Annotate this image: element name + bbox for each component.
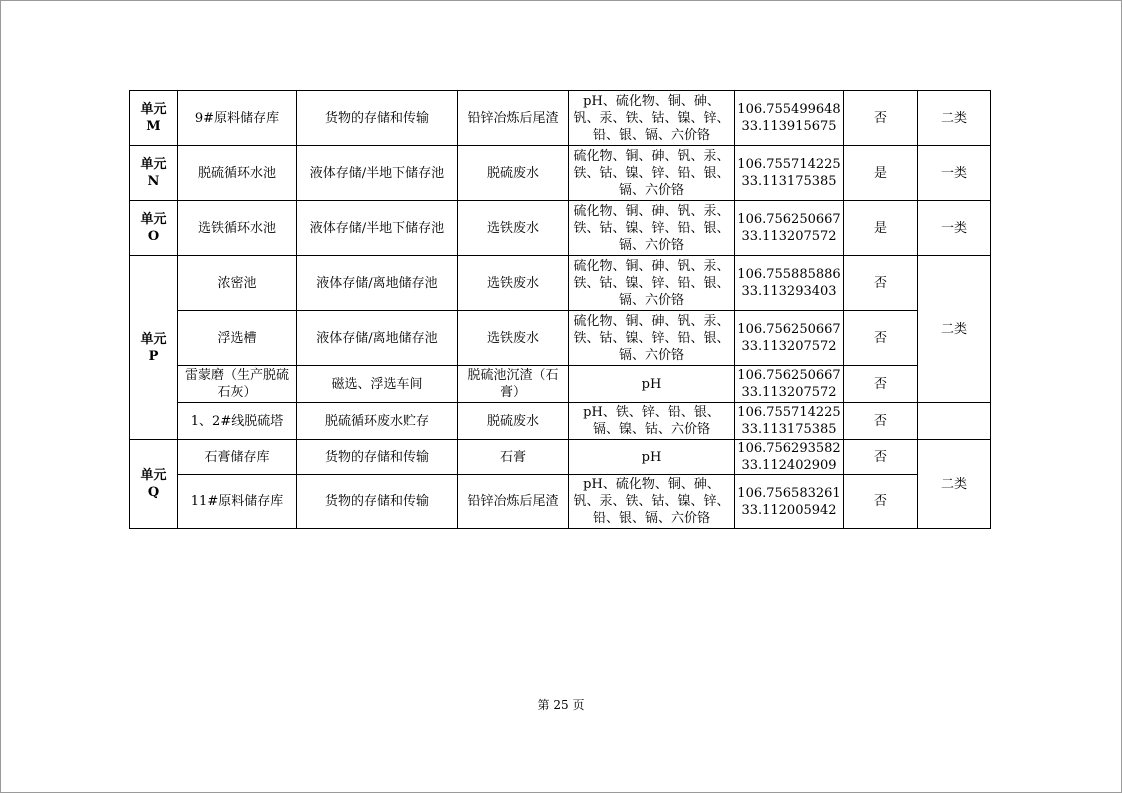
material-cell: 铅锌冶炼后尾渣 <box>458 475 569 529</box>
table-row <box>130 475 991 529</box>
category-cell: 二类 <box>918 91 991 146</box>
pollutants-cell: 硫化物、铜、砷、钒、汞、铁、钴、镍、锌、铅、银、镉、六价铬 <box>569 311 735 366</box>
activity-cell: 脱硫循环废水贮存 <box>297 403 458 440</box>
flag-cell: 否 <box>844 475 918 529</box>
activity-cell: 液体存储/离地储存池 <box>297 311 458 366</box>
pollutants-cell: pH、硫化物、铜、砷、钒、汞、铁、钴、镍、锌、铅、银、镉、六价铬 <box>569 475 735 529</box>
facility-cell: 1、2#线脱硫塔 <box>178 403 297 440</box>
category-cell: 二类 <box>918 440 991 529</box>
coordinate-cell: 106.756583261 33.112005942 <box>735 475 844 529</box>
activity-cell: 货物的存储和传输 <box>297 440 458 475</box>
page-number: 第 25 页 <box>537 698 585 712</box>
flag-cell: 否 <box>844 91 918 146</box>
coordinate-cell: 106.756293582 33.112402909 <box>735 440 844 475</box>
coordinate-cell: 106.755714225 33.113175385 <box>735 403 844 440</box>
facility-cell: 9#原料储存库 <box>178 91 297 146</box>
unit-cell: 单元 M <box>130 91 178 146</box>
table-row <box>130 201 991 256</box>
table-row <box>130 366 991 403</box>
flag-cell: 是 <box>844 201 918 256</box>
facility-cell: 浮选槽 <box>178 311 297 366</box>
coordinate-cell: 106.756250667 33.113207572 <box>735 366 844 403</box>
category-cell-empty <box>918 403 991 440</box>
facility-cell: 石膏储存库 <box>178 440 297 475</box>
facility-cell: 选铁循环水池 <box>178 201 297 256</box>
pollutants-cell: 硫化物、铜、砷、钒、汞、铁、钴、镍、锌、铅、银、镉、六价铬 <box>569 256 735 311</box>
pollutants-cell: pH、铁、锌、铅、银、镉、镍、钴、六价铬 <box>569 403 735 440</box>
flag-cell: 否 <box>844 256 918 311</box>
material-cell: 选铁废水 <box>458 256 569 311</box>
pollutants-cell: 硫化物、铜、砷、钒、汞、铁、钴、镍、锌、铅、银、镉、六价铬 <box>569 201 735 256</box>
flag-cell: 否 <box>844 366 918 403</box>
material-cell: 脱硫废水 <box>458 403 569 440</box>
material-cell: 石膏 <box>458 440 569 475</box>
coordinate-cell: 106.756250667 33.113207572 <box>735 311 844 366</box>
unit-cell: 单元 Q <box>130 440 178 529</box>
coordinate-cell: 106.756250667 33.113207572 <box>735 201 844 256</box>
facility-cell: 11#原料储存库 <box>178 475 297 529</box>
table-row <box>130 256 991 311</box>
unit-cell: 单元 O <box>130 201 178 256</box>
pollutants-cell: 硫化物、铜、砷、钒、汞、铁、钴、镍、锌、铅、银、镉、六价铬 <box>569 146 735 201</box>
coordinate-cell: 106.755499648 33.113915675 <box>735 91 844 146</box>
pollutants-cell: pH、硫化物、铜、砷、钒、汞、铁、钴、镍、锌、铅、银、镉、六价铬 <box>569 91 735 146</box>
pollutants-cell: pH <box>569 440 735 475</box>
pollutants-cell: pH <box>569 366 735 403</box>
facility-cell: 脱硫循环水池 <box>178 146 297 201</box>
table-row <box>130 403 991 440</box>
activity-cell: 货物的存储和传输 <box>297 475 458 529</box>
table-row <box>130 311 991 366</box>
flag-cell: 否 <box>844 403 918 440</box>
table-row <box>130 91 991 146</box>
table-row <box>130 440 991 475</box>
material-cell: 脱硫废水 <box>458 146 569 201</box>
material-cell: 选铁废水 <box>458 201 569 256</box>
facility-cell: 雷蒙磨（生产脱硫石灰） <box>178 366 297 403</box>
coordinate-cell: 106.755885886 33.113293403 <box>735 256 844 311</box>
material-cell: 铅锌冶炼后尾渣 <box>458 91 569 146</box>
facility-cell: 浓密池 <box>178 256 297 311</box>
activity-cell: 货物的存储和传输 <box>297 91 458 146</box>
material-cell: 脱硫池沉渣（石膏） <box>458 366 569 403</box>
activity-cell: 液体存储/半地下储存池 <box>297 146 458 201</box>
activity-cell: 液体存储/半地下储存池 <box>297 201 458 256</box>
category-cell: 一类 <box>918 146 991 201</box>
category-cell: 一类 <box>918 201 991 256</box>
activity-cell: 液体存储/离地储存池 <box>297 256 458 311</box>
monitoring-unit-table <box>129 90 991 529</box>
unit-cell: 单元 N <box>130 146 178 201</box>
material-cell: 选铁废水 <box>458 311 569 366</box>
flag-cell: 是 <box>844 146 918 201</box>
table-row <box>130 146 991 201</box>
flag-cell: 否 <box>844 311 918 366</box>
category-cell: 二类 <box>918 256 991 403</box>
coordinate-cell: 106.755714225 33.113175385 <box>735 146 844 201</box>
flag-cell: 否 <box>844 440 918 475</box>
activity-cell: 磁选、浮选车间 <box>297 366 458 403</box>
unit-cell: 单元 P <box>130 256 178 440</box>
